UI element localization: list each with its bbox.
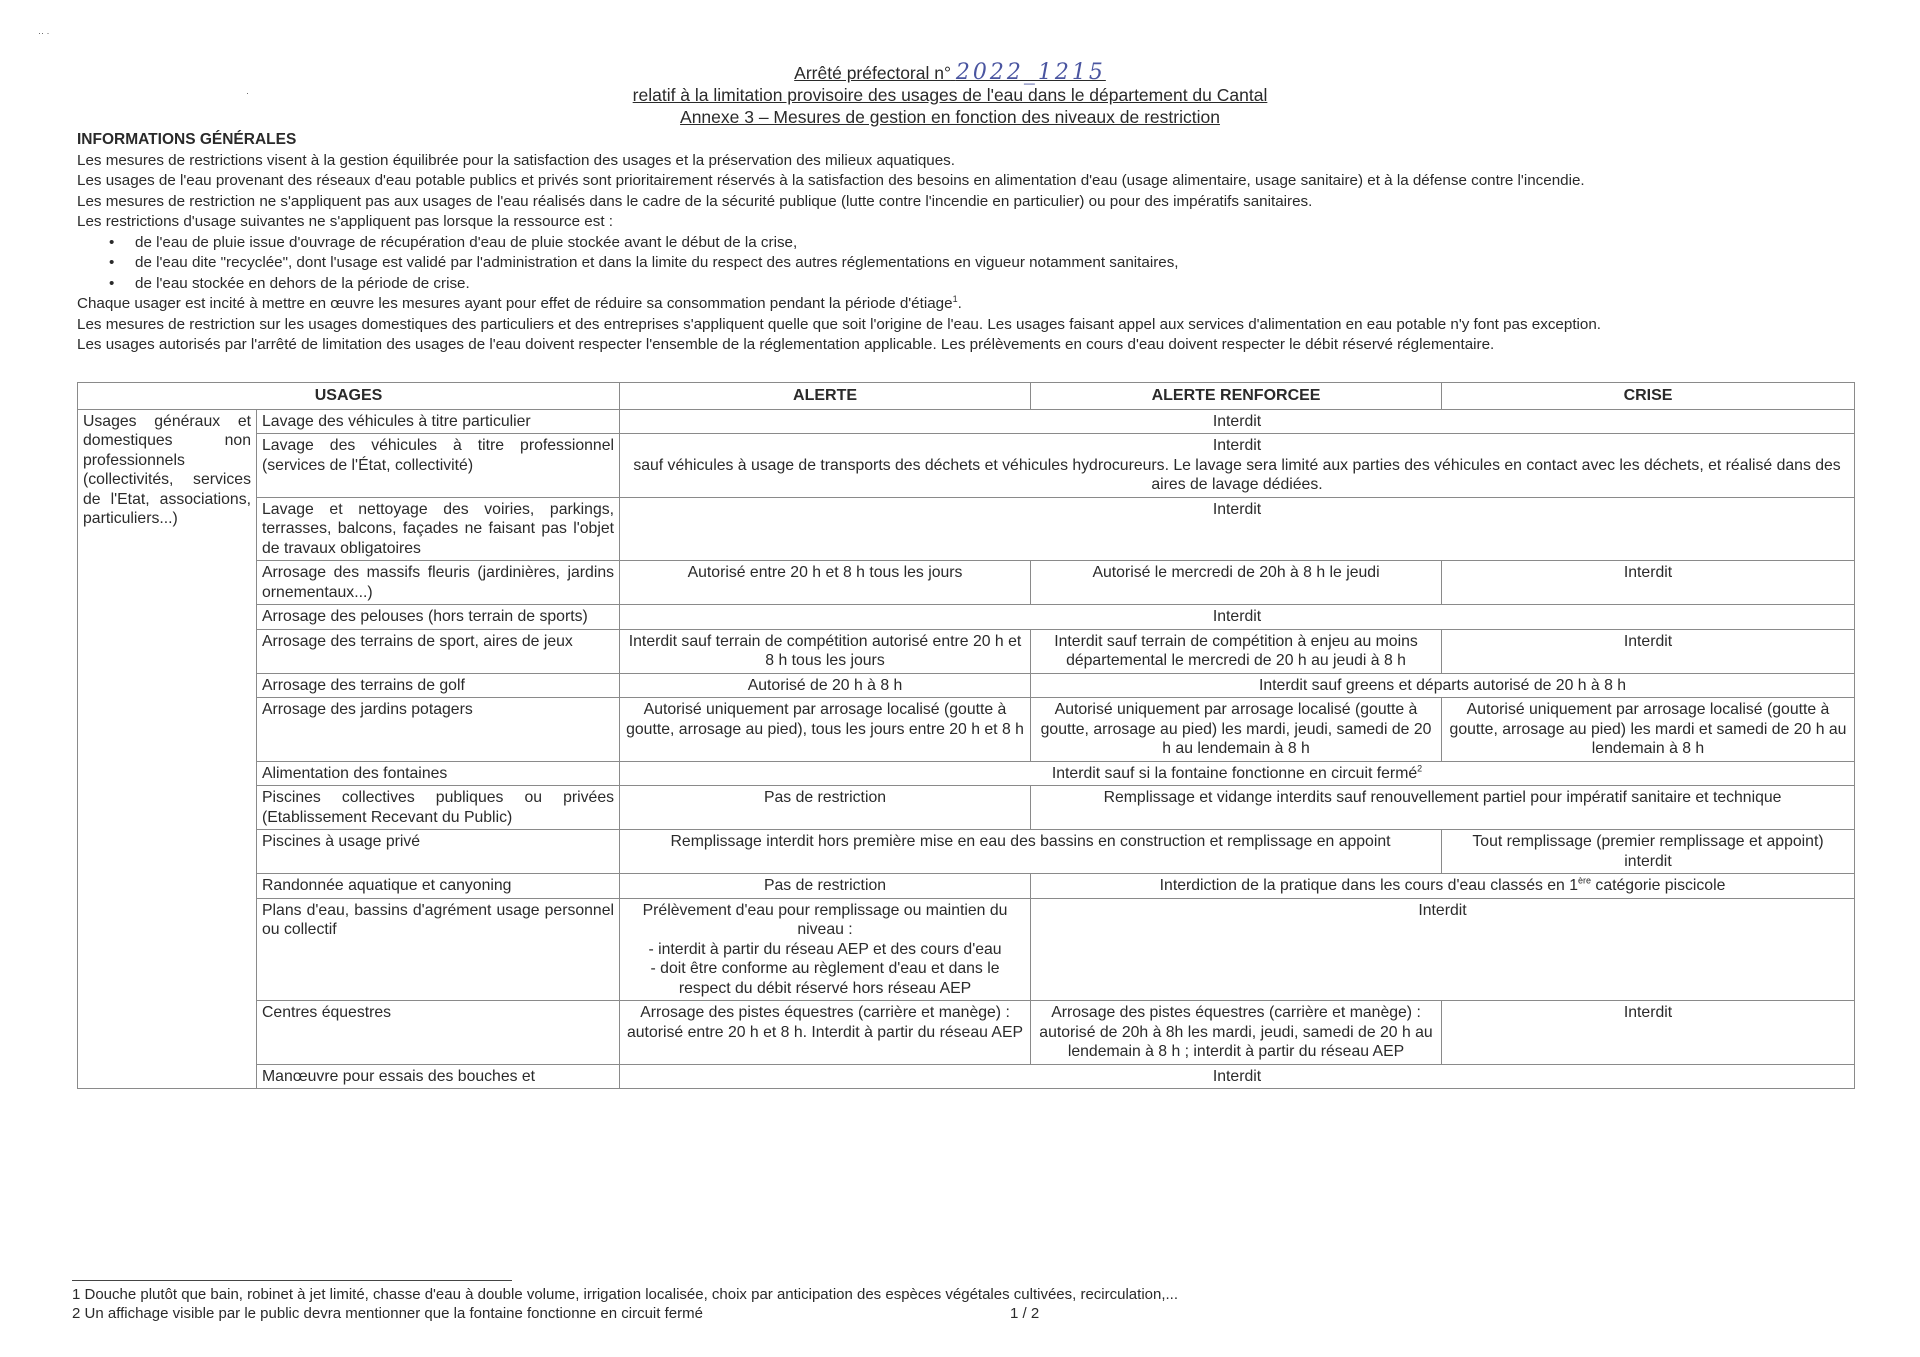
info-paragraph: Les usages de l'eau provenant des réseaux d'eau potable publics et privés sont prioritairement réservés à la satisfaction des besoins en alimentation d'eau (usage alimentaire, usage sanitaire) et à la défense contre l'incendie. [77, 172, 1585, 189]
measure-alerte: Pas de restriction [620, 786, 1031, 830]
measure-crise: Interdit [1442, 1001, 1855, 1065]
measure-renforcee-crise: Remplissage et vidange interdits sauf renouvellement partiel pour impératif sanitaire et technique [1031, 786, 1855, 830]
section-title: INFORMATIONS GÉNÉRALES [77, 131, 297, 148]
measure-alerte: Pas de restriction [620, 874, 1031, 899]
info-paragraph: Les mesures de restriction sur les usages domestiques des particuliers et des entreprises s'appliquent quelle que soit l'origine de l'eau. Les usages faisant appel aux services d'alimentation en eau potable n'y font pas exception. [77, 315, 1602, 333]
measure-crise: Interdit [1442, 561, 1855, 605]
info-paragraph: Les restrictions d'usage suivantes ne s'appliquent pas lorsque la ressource est : [77, 213, 613, 230]
info-paragraph: Les mesures de restrictions visent à la gestion équilibrée pour la satisfaction des usages et la préservation des milieux aquatiques. [77, 151, 955, 169]
table-row [78, 786, 1855, 830]
usage-label: Randonnée aquatique et canyoning [257, 874, 620, 899]
measure-cell: Interdit [620, 605, 1855, 630]
usage-label: Arrosage des terrains de sport, aires de jeux [257, 629, 620, 673]
measure-alerte-renforcee: Autorisé le mercredi de 20h à 8 h le jeudi [1031, 561, 1442, 605]
usage-label: Arrosage des massifs fleuris (jardinières, jardins ornementaux...) [257, 561, 620, 605]
measure-crise: Interdit [1442, 629, 1855, 673]
document-header [560, 62, 1340, 128]
table-row [78, 1064, 1855, 1089]
info-paragraph: Les usages autorisés par l'arrêté de limitation des usages de l'eau doivent respecter l'ensemble de la réglementation applicable. Les prélèvements en cours d'eau doivent respecter le débit réservé réglementaire. [77, 336, 1495, 353]
measure-alerte: Autorisé entre 20 h et 8 h tous les jours [620, 561, 1031, 605]
usage-label: Lavage des véhicules à titre particulier [257, 409, 620, 434]
table-row [78, 673, 1855, 698]
table-row [78, 698, 1855, 762]
measure-alerte: Arrosage des pistes équestres (carrière et manège) : autorisé entre 20 h et 8 h. Interdit à partir du réseau AEP [620, 1001, 1031, 1065]
table-row [78, 561, 1855, 605]
table-row [78, 874, 1855, 899]
exemption-item: • de l'eau de pluie issue d'ouvrage de récupération d'eau de pluie stockée avant le début de la crise, [135, 233, 1867, 254]
usage-label: Lavage et nettoyage des voiries, parkings, terrasses, balcons, façades ne faisant pas l'objet de travaux obligatoires [257, 497, 620, 561]
usage-label: Piscines collectives publiques ou privées (Etablissement Recevant du Public) [257, 786, 620, 830]
table-row [78, 830, 1855, 874]
annex-title: Annexe 3 – Mesures de gestion en fonction des niveaux de restriction [680, 107, 1220, 127]
decree-subject: relatif à la limitation provisoire des usages de l'eau dans le département du Cantal [632, 85, 1268, 105]
measure-cell: Interdit sauf véhicules à usage de transports des déchets et véhicules hydrocureurs. Le lavage sera limité aux parties des véhicules en contact avec les déchets, et réalisé dans des aires de lavage dédiées. [620, 434, 1855, 498]
header-usages: USAGES [78, 383, 620, 410]
measure-alerte-renforcee: Remplissage interdit hors première mise en eau des bassins en construction et remplissage en appoint [620, 830, 1442, 874]
table-row [78, 434, 1855, 498]
table-row [78, 1001, 1855, 1065]
usage-label: Plans d'eau, bassins d'agrément usage personnel ou collectif [257, 898, 620, 1001]
info-paragraph: Les mesures de restriction ne s'appliquent pas aux usages de l'eau réalisés dans le cadre de la sécurité publique (lutte contre l'incendie en particulier) ou pour des impératifs sanitaires. [77, 192, 1313, 210]
table-row [78, 629, 1855, 673]
measure-crise: Tout remplissage (premier remplissage et appoint) interdit [1442, 830, 1855, 874]
measure-alerte: Autorisé de 20 h à 8 h [620, 673, 1031, 698]
page-number: 1 / 2 [1010, 1305, 1040, 1322]
header-alerte-renforcee: ALERTE RENFORCEE [1031, 383, 1442, 410]
footnote-2: 2 Un affichage visible par le public devra mentionner que la fontaine fonctionne en circuit fermé [72, 1305, 703, 1322]
measure-cell: Interdit [620, 497, 1855, 561]
exemption-item: • de l'eau stockée en dehors de la période de crise. [135, 274, 1867, 295]
table-row [78, 409, 1855, 434]
usage-label: Centres équestres [257, 1001, 620, 1065]
header-alerte: ALERTE [620, 383, 1031, 410]
table-row [78, 497, 1855, 561]
measure-renforcee-crise: Interdit [1031, 898, 1855, 1001]
exemption-list [77, 233, 1867, 295]
scan-mark: · [246, 88, 249, 98]
measure-cell: Interdit [620, 409, 1855, 434]
measure-cell: Interdit [620, 1064, 1855, 1089]
measure-alerte-renforcee: Arrosage des pistes équestres (carrière et manège) : autorisé de 20h à 8h les mardi, jeudi, samedi de 20 h au lendemain à 8 h ; interdit à partir du réseau AEP [1031, 1001, 1442, 1065]
usage-label: Alimentation des fontaines [257, 761, 620, 786]
table-row [78, 898, 1855, 1001]
table-row [78, 761, 1855, 786]
measure-cell: Interdit sauf si la fontaine fonctionne en circuit fermé$^2$ [620, 761, 1855, 786]
measure-crise: Autorisé uniquement par arrosage localisé (goutte à goutte, arrosage au pied) les mardi et samedi de 20 h au lendemain à 8 h [1442, 698, 1855, 762]
footnote-divider [72, 1280, 512, 1281]
handwritten-decree-number: 2022_1215 [955, 60, 1106, 85]
usage-label: Arrosage des pelouses (hors terrain de sports) [257, 605, 620, 630]
table-row [78, 605, 1855, 630]
info-paragraph: Chaque usager est incité à mettre en œuvre les mesures ayant pour effet de réduire sa consommation pendant la période d'étiage$^1$. [77, 293, 962, 312]
measure-alerte: Interdit sauf terrain de compétition autorisé entre 20 h et 8 h tous les jours [620, 629, 1031, 673]
measure-renforcee-crise: Interdit sauf greens et départs autorisé de 20 h à 8 h [1031, 673, 1855, 698]
scan-mark: ·· · [38, 28, 50, 38]
usage-label: Manœuvre pour essais des bouches et [257, 1064, 620, 1089]
footnote-1: 1 Douche plutôt que bain, robinet à jet limité, chasse d'eau à double volume, irrigation localisée, choix par anticipation des espèces végétales cultivées, recirculation,... [72, 1286, 1179, 1303]
exemption-item: • de l'eau dite "recyclée", dont l'usage est validé par l'administration et dans la limite du respect des autres réglementations en vigueur notamment sanitaires, [135, 253, 1867, 274]
footnotes [72, 1285, 1572, 1323]
table-header-row [78, 383, 1855, 410]
header-crise: CRISE [1442, 383, 1855, 410]
general-information [77, 130, 1867, 356]
measure-alerte: Autorisé uniquement par arrosage localisé (goutte à goutte, arrosage au pied), tous les jours entre 20 h et 8 h [620, 698, 1031, 762]
decree-number-line: Arrêté préfectoral n° 2022_1215 [794, 60, 1106, 85]
measure-alerte-renforcee: Interdit sauf terrain de compétition à enjeu au moins départemental le mercredi de 20 h au jeudi à 8 h [1031, 629, 1442, 673]
usage-label: Arrosage des terrains de golf [257, 673, 620, 698]
usage-label: Arrosage des jardins potagers [257, 698, 620, 762]
usage-category: Usages généraux et domestiques non professionnels (collectivités, services de l'Etat, associations, particuliers...) [78, 409, 257, 1089]
restrictions-table [77, 382, 1855, 1089]
measure-alerte-renforcee: Autorisé uniquement par arrosage localisé (goutte à goutte, arrosage au pied) les mardi, jeudi, samedi de 20 h au lendemain à 8 h [1031, 698, 1442, 762]
footnote-ref: 1 [952, 293, 958, 304]
usage-label: Lavage des véhicules à titre professionnel (services de l'État, collectivité) [257, 434, 620, 498]
footnote-ref: 2 [1417, 763, 1423, 774]
usage-label: Piscines à usage privé [257, 830, 620, 874]
measure-alerte: Prélèvement d'eau pour remplissage ou maintien du niveau : - interdit à partir du réseau AEP et des cours d'eau - doit être conforme au règlement d'eau et dans le respect du débit réservé hors réseau AEP [620, 898, 1031, 1001]
measure-renforcee-crise: Interdiction de la pratique dans les cours d'eau classés en 1ère catégorie piscicole [1031, 874, 1855, 899]
